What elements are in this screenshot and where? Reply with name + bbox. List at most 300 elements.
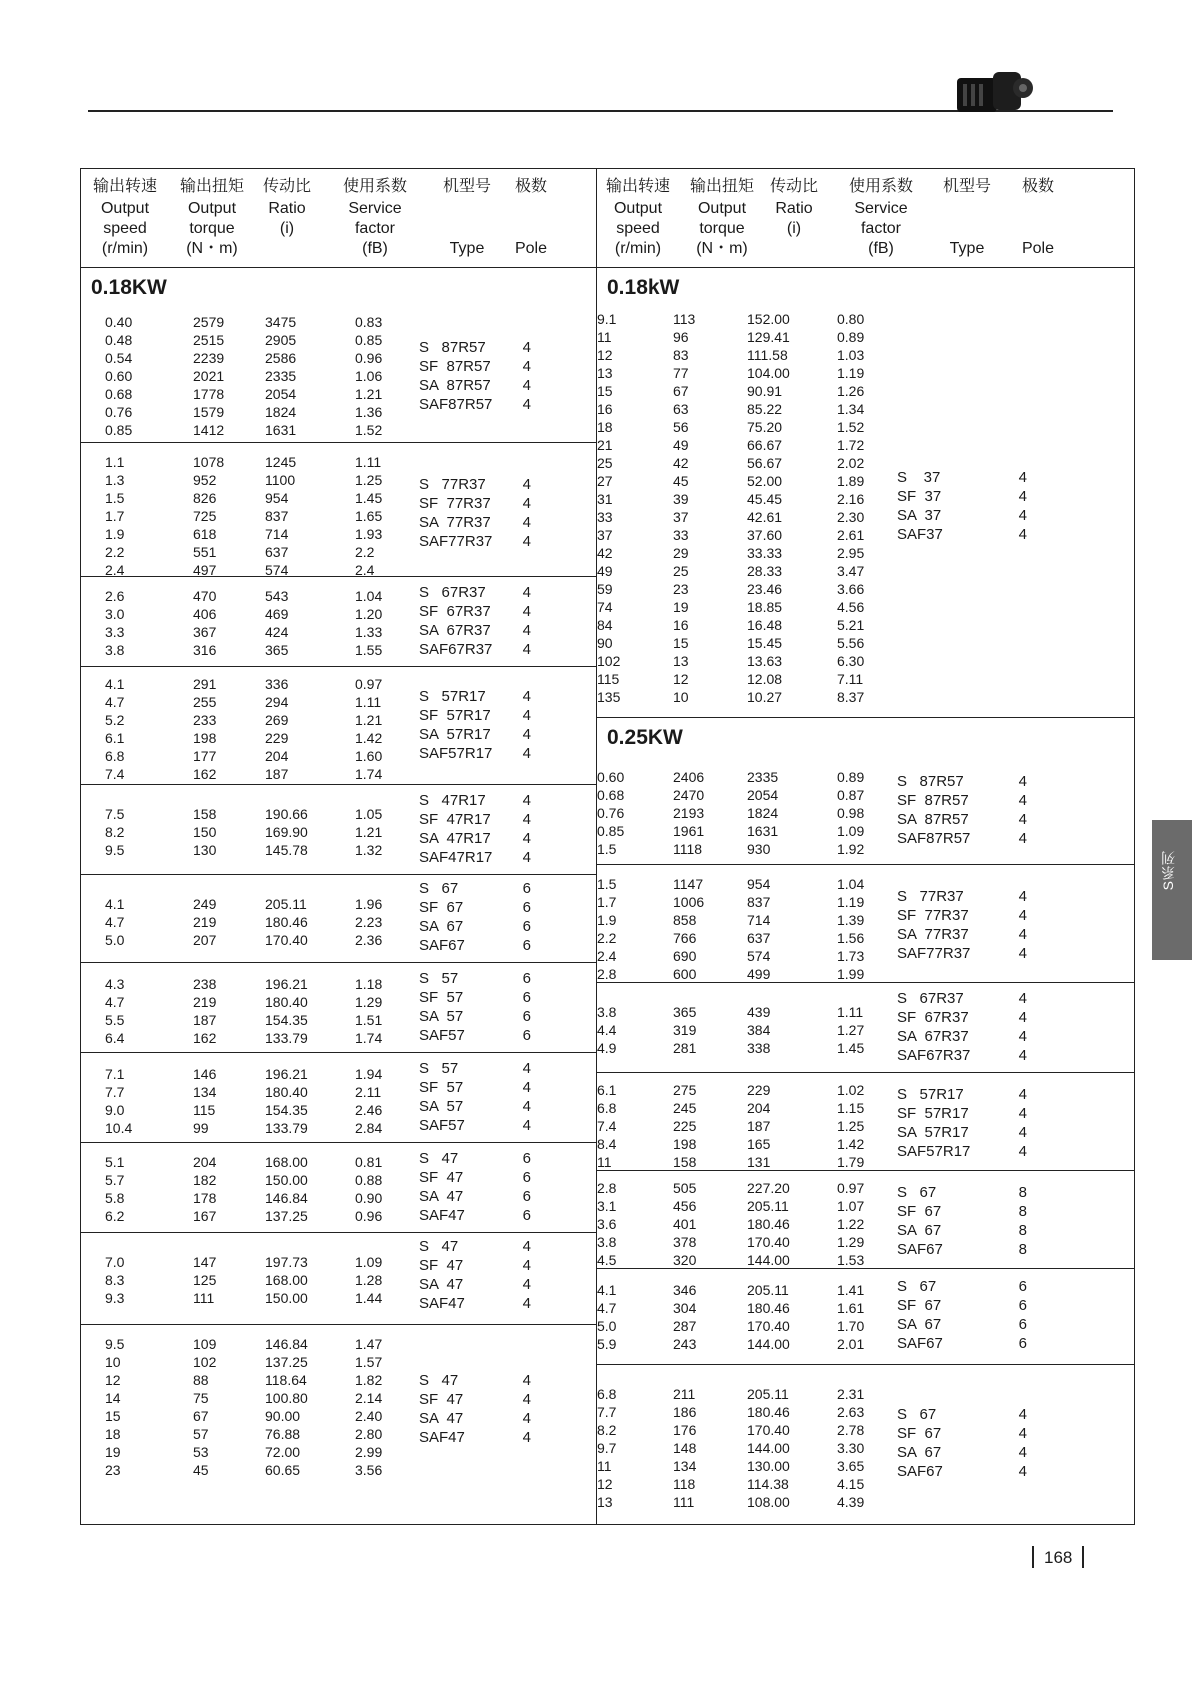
type-cell: SAF67	[897, 1241, 943, 1258]
table-row	[597, 454, 1134, 472]
ratio-cell: 144.00	[747, 1336, 790, 1352]
table-row	[597, 1003, 1134, 1021]
pole-cell: 4	[522, 830, 531, 847]
factor-cell: 2.80	[355, 1426, 383, 1442]
ratio-cell: 170.40	[747, 1318, 790, 1334]
pole-cell: 4	[1018, 945, 1027, 962]
speed-cell: 0.85	[597, 823, 625, 839]
ratio-cell: 168.00	[265, 1272, 308, 1288]
table-row	[597, 1421, 1134, 1439]
factor-cell: 1.06	[355, 368, 383, 384]
header-speed	[85, 177, 165, 259]
factor-cell: 1.61	[837, 1300, 865, 1316]
pole-cell: 4	[522, 396, 531, 413]
type-cell: SA 47R17	[419, 830, 491, 847]
ratio-cell: 187	[265, 766, 289, 782]
pole-cell: 4	[522, 1079, 531, 1096]
table-row	[597, 1403, 1134, 1421]
page-number: 168	[1044, 1548, 1073, 1567]
speed-cell: 9.7	[597, 1440, 617, 1456]
speed-cell: 49	[597, 563, 613, 579]
ratio-cell: 130.00	[747, 1458, 790, 1474]
pole-cell: 4	[522, 707, 531, 724]
header-type-en: Type	[449, 240, 485, 257]
spec-group	[597, 268, 1134, 718]
type-cell: SA 47	[419, 1188, 464, 1205]
speed-cell: 3.8	[597, 1004, 617, 1020]
factor-cell: 1.19	[837, 365, 865, 381]
factor-cell: 2.46	[355, 1102, 383, 1118]
table-row	[597, 840, 1134, 858]
speed-cell: 10	[105, 1354, 121, 1370]
ratio-cell: 90.00	[265, 1408, 301, 1424]
pole-cell: 4	[522, 358, 531, 375]
pole-cell: 4	[1018, 792, 1027, 809]
factor-cell: 1.89	[837, 473, 865, 489]
ratio-cell: 574	[265, 562, 289, 578]
torque-cell: 130	[193, 842, 217, 858]
table-row	[597, 929, 1134, 947]
factor-cell: 1.73	[837, 948, 865, 964]
factor-cell: 0.97	[355, 676, 383, 692]
speed-cell: 4.7	[105, 694, 125, 710]
factor-cell: 1.21	[355, 386, 383, 402]
header-factor-cn: 使用系数	[848, 178, 913, 195]
pole-cell: 6	[522, 1207, 531, 1224]
ratio-cell: 837	[747, 894, 771, 910]
ratio-cell: 954	[747, 876, 771, 892]
table-row	[597, 652, 1134, 670]
torque-cell: 178	[193, 1190, 217, 1206]
speed-cell: 6.1	[105, 730, 125, 746]
pole-cell: 6	[522, 1188, 531, 1205]
pole-cell: 4	[1018, 1124, 1027, 1141]
factor-cell: 1.42	[837, 1136, 865, 1152]
ratio-cell: 170.40	[747, 1234, 790, 1250]
spec-group	[81, 1143, 596, 1233]
torque-cell: 45	[673, 473, 689, 489]
pole-cell: 4	[522, 476, 531, 493]
speed-cell: 135	[597, 689, 621, 705]
pole-cell: 4	[522, 1410, 531, 1427]
speed-cell: 0.76	[597, 805, 625, 821]
header-ratio	[761, 177, 827, 239]
type-cell: SA 47	[419, 1276, 464, 1293]
type-cell: SA 77R37	[419, 514, 491, 531]
torque-cell: 57	[193, 1426, 209, 1442]
header-pole	[1015, 177, 1061, 257]
torque-cell: 134	[193, 1084, 217, 1100]
table-row	[597, 580, 1134, 598]
pole-cell: 4	[522, 641, 531, 658]
torque-cell: 1006	[673, 894, 705, 910]
speed-cell: 8.3	[105, 1272, 125, 1288]
speed-cell: 9.3	[105, 1290, 125, 1306]
type-cell: S 47R17	[419, 792, 486, 809]
torque-cell: 2579	[193, 314, 225, 330]
speed-cell: 1.3	[105, 472, 125, 488]
torque-cell: 2406	[673, 769, 705, 785]
factor-cell: 1.09	[837, 823, 865, 839]
ratio-cell: 574	[747, 948, 771, 964]
header-speed-en: Output speed (r/min)	[613, 200, 663, 257]
ratio-cell: 499	[747, 966, 771, 982]
ratio-cell: 72.00	[265, 1444, 301, 1460]
table-row	[597, 1493, 1134, 1511]
factor-cell: 1.26	[837, 383, 865, 399]
factor-cell: 2.84	[355, 1120, 383, 1136]
torque-cell: 198	[193, 730, 217, 746]
torque-cell: 287	[673, 1318, 697, 1334]
header-torque	[681, 177, 763, 259]
speed-cell: 6.8	[597, 1386, 617, 1402]
type-cell: S 57	[419, 1060, 459, 1077]
torque-cell: 346	[673, 1282, 697, 1298]
type-cell: SAF47R17	[419, 849, 493, 866]
type-cell: S 67	[419, 880, 459, 897]
torque-cell: 150	[193, 824, 217, 840]
speed-cell: 15	[597, 383, 613, 399]
torque-cell: 158	[193, 806, 217, 822]
factor-cell: 1.74	[355, 1030, 383, 1046]
torque-cell: 42	[673, 455, 689, 471]
torque-cell: 25	[673, 563, 689, 579]
speed-cell: 19	[105, 1444, 121, 1460]
torque-cell: 365	[673, 1004, 697, 1020]
table-row	[597, 634, 1134, 652]
factor-cell: 2.36	[355, 932, 383, 948]
header-factor	[335, 177, 415, 259]
ratio-cell: 2054	[747, 787, 779, 803]
ratio-cell: 169.90	[265, 824, 308, 840]
factor-cell: 1.11	[837, 1004, 864, 1020]
table-row	[597, 688, 1134, 706]
speed-cell: 9.1	[597, 311, 617, 327]
speed-cell: 14	[105, 1390, 121, 1406]
factor-cell: 1.11	[355, 454, 382, 470]
torque-cell: 198	[673, 1136, 697, 1152]
torque-cell: 29	[673, 545, 689, 561]
factor-cell: 0.96	[355, 1208, 383, 1224]
torque-cell: 2470	[673, 787, 705, 803]
factor-cell: 2.02	[837, 455, 865, 471]
torque-cell: 134	[673, 1458, 697, 1474]
table-row	[597, 1475, 1134, 1493]
factor-cell: 0.83	[355, 314, 383, 330]
speed-cell: 8.2	[105, 824, 125, 840]
ratio-cell: 384	[747, 1022, 771, 1038]
ratio-cell: 131	[747, 1154, 771, 1170]
factor-cell: 1.22	[837, 1216, 865, 1232]
factor-cell: 2.14	[355, 1390, 383, 1406]
type-cell: SAF67R37	[419, 641, 493, 658]
torque-cell: 111	[193, 1290, 215, 1306]
torque-cell: 456	[673, 1198, 697, 1214]
speed-cell: 12	[597, 347, 613, 363]
ratio-cell: 2905	[265, 332, 297, 348]
type-cell: SAF87R57	[897, 830, 971, 847]
ratio-cell: 338	[747, 1040, 771, 1056]
torque-cell: 53	[193, 1444, 209, 1460]
type-cell: S 57	[419, 970, 459, 987]
type-cell: SAF57R17	[419, 745, 493, 762]
type-cell: SF 57	[419, 1079, 464, 1096]
table-row	[597, 965, 1134, 983]
ratio-cell: 23.46	[747, 581, 783, 597]
speed-cell: 5.7	[105, 1172, 125, 1188]
speed-cell: 8.2	[597, 1422, 617, 1438]
table-row	[597, 947, 1134, 965]
speed-cell: 18	[105, 1426, 121, 1442]
torque-cell: 167	[193, 1208, 217, 1224]
pole-cell: 6	[522, 1150, 531, 1167]
speed-cell: 7.7	[597, 1404, 617, 1420]
ratio-cell: 42.61	[747, 509, 783, 525]
speed-cell: 1.7	[105, 508, 125, 524]
spec-group	[81, 963, 596, 1053]
speed-cell: 3.8	[597, 1234, 617, 1250]
speed-cell: 0.85	[105, 422, 133, 438]
type-cell: SF 67R37	[419, 603, 491, 620]
pole-cell: 4	[1018, 1406, 1027, 1423]
spec-group	[597, 1171, 1134, 1269]
spec-group	[81, 785, 596, 875]
ratio-cell: 196.21	[265, 976, 308, 992]
factor-cell: 1.52	[355, 422, 383, 438]
ratio-cell: 133.79	[265, 1120, 308, 1136]
pole-cell: 4	[1018, 1047, 1027, 1064]
factor-cell: 1.32	[355, 842, 383, 858]
torque-cell: 406	[193, 606, 217, 622]
factor-cell: 3.47	[837, 563, 865, 579]
speed-cell: 5.1	[105, 1154, 125, 1170]
header-ratio-cn: 传动比	[262, 178, 311, 195]
table-row	[597, 1215, 1134, 1233]
table-row	[81, 1461, 596, 1479]
type-cell: S 47	[419, 1150, 459, 1167]
torque-cell: 83	[673, 347, 689, 363]
speed-cell: 7.7	[105, 1084, 125, 1100]
ratio-cell: 33.33	[747, 545, 783, 561]
speed-cell: 3.3	[105, 624, 125, 640]
type-cell: SA 87R57	[897, 811, 969, 828]
table-row	[597, 526, 1134, 544]
speed-cell: 0.76	[105, 404, 133, 420]
factor-cell: 0.89	[837, 329, 865, 345]
torque-cell: 858	[673, 912, 697, 928]
header-factor-en: Service factor (fB)	[854, 200, 908, 257]
header-factor-en: Service factor (fB)	[348, 200, 402, 257]
factor-cell: 0.88	[355, 1172, 383, 1188]
factor-cell: 1.74	[355, 766, 383, 782]
factor-cell: 0.81	[355, 1154, 383, 1170]
ratio-cell: 336	[265, 676, 289, 692]
torque-cell: 1412	[193, 422, 225, 438]
ratio-cell: 196.21	[265, 1066, 308, 1082]
torque-cell: 147	[193, 1254, 217, 1270]
spec-group	[81, 667, 596, 785]
ratio-cell: 170.40	[747, 1422, 790, 1438]
table-row	[597, 1021, 1134, 1039]
factor-cell: 2.4	[355, 562, 375, 578]
torque-cell: 16	[673, 617, 689, 633]
power-rating-title: 0.25KW	[607, 726, 683, 749]
ratio-cell: 150.00	[265, 1290, 308, 1306]
ratio-cell: 137.25	[265, 1208, 308, 1224]
factor-cell: 1.72	[837, 437, 865, 453]
pole-cell: 6	[522, 1169, 531, 1186]
torque-cell: 109	[193, 1336, 217, 1352]
spec-group	[81, 577, 596, 667]
torque-cell: 725	[193, 508, 217, 524]
ratio-cell: 114.38	[747, 1476, 789, 1492]
spec-group	[597, 865, 1134, 983]
factor-cell: 1.29	[837, 1234, 865, 1250]
factor-cell: 3.30	[837, 1440, 865, 1456]
torque-cell: 111	[673, 1494, 695, 1510]
torque-cell: 67	[193, 1408, 209, 1424]
torque-cell: 125	[193, 1272, 217, 1288]
ratio-cell: 637	[265, 544, 289, 560]
spec-group	[81, 268, 596, 443]
factor-cell: 1.70	[837, 1318, 865, 1334]
speed-cell: 0.60	[597, 769, 625, 785]
ratio-cell: 180.40	[265, 994, 308, 1010]
speed-cell: 6.1	[597, 1082, 617, 1098]
speed-cell: 4.1	[105, 896, 125, 912]
ratio-cell: 229	[265, 730, 289, 746]
header-torque	[171, 177, 253, 259]
type-cell: SF 77R37	[897, 907, 969, 924]
table-row	[597, 1081, 1134, 1099]
speed-cell: 21	[597, 437, 613, 453]
torque-cell: 23	[673, 581, 689, 597]
ratio-cell: 714	[747, 912, 771, 928]
torque-cell: 367	[193, 624, 217, 640]
type-cell: SA 67R37	[419, 622, 491, 639]
torque-cell: 33	[673, 527, 689, 543]
torque-cell: 1579	[193, 404, 225, 420]
speed-cell: 4.9	[597, 1040, 617, 1056]
spec-group	[597, 718, 1134, 865]
speed-cell: 6.4	[105, 1030, 125, 1046]
ratio-cell: 424	[265, 624, 289, 640]
spec-group	[597, 983, 1134, 1073]
pole-cell: 4	[1018, 507, 1027, 524]
type-cell: SF 87R57	[897, 792, 969, 809]
factor-cell: 7.11	[837, 671, 864, 687]
ratio-cell: 137.25	[265, 1354, 308, 1370]
ratio-cell: 16.48	[747, 617, 783, 633]
torque-cell: 204	[193, 1154, 217, 1170]
torque-cell: 255	[193, 694, 217, 710]
ratio-cell: 1631	[747, 823, 779, 839]
header-speed-en: Output speed (r/min)	[100, 200, 150, 257]
type-cell: S 87R57	[897, 773, 964, 790]
speed-cell: 15	[105, 1408, 121, 1424]
factor-cell: 1.52	[837, 419, 865, 435]
torque-cell: 211	[673, 1386, 696, 1402]
factor-cell: 1.18	[355, 976, 383, 992]
pole-cell: 4	[1018, 1425, 1027, 1442]
header-ratio-en: Ratio (i)	[775, 200, 813, 237]
table-row	[597, 400, 1134, 418]
torque-cell: 618	[193, 526, 217, 542]
speed-cell: 3.6	[597, 1216, 617, 1232]
table-row	[597, 911, 1134, 929]
factor-cell: 5.21	[837, 617, 865, 633]
ratio-cell: 205.11	[747, 1198, 789, 1214]
ratio-cell: 269	[265, 712, 289, 728]
ratio-cell: 2586	[265, 350, 297, 366]
torque-cell: 113	[673, 311, 696, 327]
pole-cell: 6	[522, 1027, 531, 1044]
speed-cell: 0.54	[105, 350, 133, 366]
type-cell: SAF47	[419, 1207, 465, 1224]
speed-cell: 7.4	[597, 1118, 617, 1134]
ratio-cell: 1824	[747, 805, 779, 821]
factor-cell: 1.05	[355, 806, 383, 822]
ratio-cell: 13.63	[747, 653, 783, 669]
ratio-cell: 15.45	[747, 635, 783, 651]
pole-cell: 4	[1018, 830, 1027, 847]
ratio-cell: 954	[265, 490, 289, 506]
table-row	[597, 328, 1134, 346]
speed-cell: 33	[597, 509, 613, 525]
factor-cell: 1.82	[355, 1372, 383, 1388]
torque-cell: 49	[673, 437, 689, 453]
right-table-body	[597, 268, 1134, 1515]
factor-cell: 1.39	[837, 912, 865, 928]
header-speed	[597, 177, 679, 259]
factor-cell: 1.92	[837, 841, 865, 857]
torque-cell: 219	[193, 994, 217, 1010]
ratio-cell: 1824	[265, 404, 297, 420]
ratio-cell: 2054	[265, 386, 297, 402]
torque-cell: 96	[673, 329, 689, 345]
type-cell: SF 57R17	[419, 707, 491, 724]
factor-cell: 2.95	[837, 545, 865, 561]
pole-cell: 6	[1018, 1297, 1027, 1314]
torque-cell: 281	[673, 1040, 697, 1056]
factor-cell: 1.25	[355, 472, 383, 488]
spec-group	[597, 1365, 1134, 1515]
type-cell: SAF47	[419, 1429, 465, 1446]
pole-cell: 8	[1018, 1241, 1027, 1258]
torque-cell: 186	[673, 1404, 697, 1420]
speed-cell: 102	[597, 653, 621, 669]
header-ratio	[253, 177, 321, 239]
speed-cell: 4.5	[597, 1252, 617, 1268]
speed-cell: 4.7	[105, 994, 125, 1010]
header-torque-cn: 输出扭矩	[179, 178, 244, 195]
torque-cell: 952	[193, 472, 217, 488]
factor-cell: 1.96	[355, 896, 383, 912]
speed-cell: 12	[597, 1476, 613, 1492]
pole-cell: 4	[1018, 990, 1027, 1007]
factor-cell: 1.45	[837, 1040, 865, 1056]
factor-cell: 1.47	[355, 1336, 383, 1352]
factor-cell: 8.37	[837, 689, 865, 705]
type-cell: SA 57R17	[897, 1124, 969, 1141]
torque-cell: 316	[193, 642, 217, 658]
factor-cell: 2.23	[355, 914, 383, 930]
ratio-cell: 439	[747, 1004, 771, 1020]
ratio-cell: 204	[747, 1100, 771, 1116]
factor-cell: 1.60	[355, 748, 383, 764]
speed-cell: 0.48	[105, 332, 133, 348]
pole-cell: 4	[522, 726, 531, 743]
